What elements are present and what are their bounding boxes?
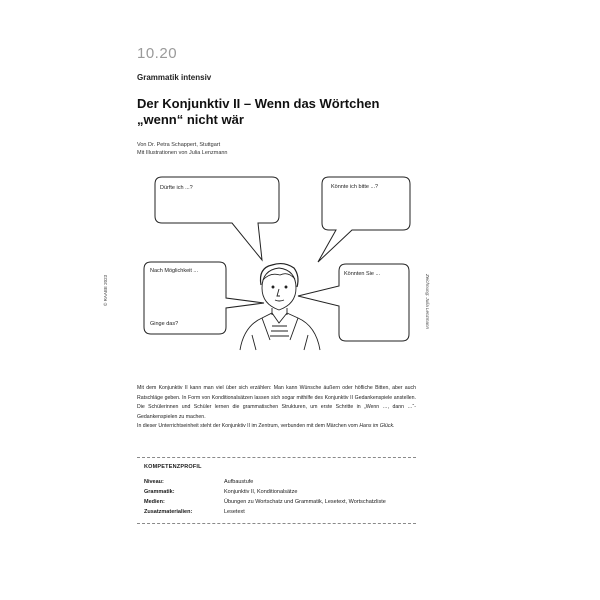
divider-bottom [137, 523, 416, 524]
unit-number: 10.20 [137, 45, 178, 62]
title-line-2: „wenn“ nicht wär [137, 112, 244, 127]
bubble-text-top-left: Dürfte ich ...? [160, 185, 193, 191]
intro-paragraph-2 [137, 422, 416, 432]
intro-paragraph-2-text: In dieser Unterrichtseinheit steht der Konjunktiv II im Zentrum, verbunden mit dem Märchen vom [137, 423, 358, 430]
copyright-note: © RAABE 2023 [103, 274, 108, 306]
intro-text [137, 384, 416, 432]
kp-value-niveau: Aufbaustufe [224, 479, 254, 485]
kp-label-zusatzmaterialien: Zusatzmaterialien: [144, 509, 193, 515]
person-drawing [240, 264, 320, 350]
illustration-credit: Zeichnung: Julia Lenzmann [425, 274, 430, 330]
kp-label-niveau: Niveau: [144, 479, 164, 485]
kp-value-grammatik: Konjunktiv II, Konditionalsätze [224, 489, 298, 495]
divider-top [137, 457, 416, 458]
series-title: Grammatik intensiv [137, 73, 212, 82]
fairy-tale-title: Hans im Glück [359, 423, 394, 430]
kp-label-medien: Medien: [144, 499, 165, 505]
author-line: Von Dr. Petra Schappert, Stuttgart [137, 142, 221, 148]
kp-value-zusatzmaterialien: Lesetext [224, 509, 245, 515]
kompetenzprofil-title: KOMPETENZPROFIL [144, 464, 202, 470]
bubble-text-top-right: Könnte ich bitte ...? [331, 184, 379, 190]
illustrator-line: Mit Illustrationen von Julia Lenzmann [137, 150, 228, 156]
title-line-1: Der Konjunktiv II – Wenn das Wörtchen [137, 96, 380, 111]
bubble-text-left-top: Nach Möglichkeit ... [150, 268, 198, 274]
kp-label-grammatik: Grammatik: [144, 489, 175, 495]
intro-paragraph-1: Mit dem Konjunktiv II kann man viel über sich erzählen: Man kann Wünsche äußern oder höfliche Bitten, aber auch Ratschläge geben. In Form von Konditionalsätzen lassen sich sogar mithilfe des Konjunktiv II Gedankenspiele anstellen. Die Schülerinnen und Schüler lernen die grammatischen Strukturen, um erste Schritte in „Wenn …, dann …“-Gedankenspielen zu machen. [137, 385, 416, 420]
bubble-text-left-bottom: Ginge das? [150, 321, 179, 327]
bubble-text-right: Könnten Sie ... [344, 271, 381, 277]
intro-paragraph-2-end: . [393, 423, 395, 430]
kp-value-medien: Übungen zu Wortschatz und Grammatik, Lesetext, Wortschatzliste [224, 499, 386, 505]
